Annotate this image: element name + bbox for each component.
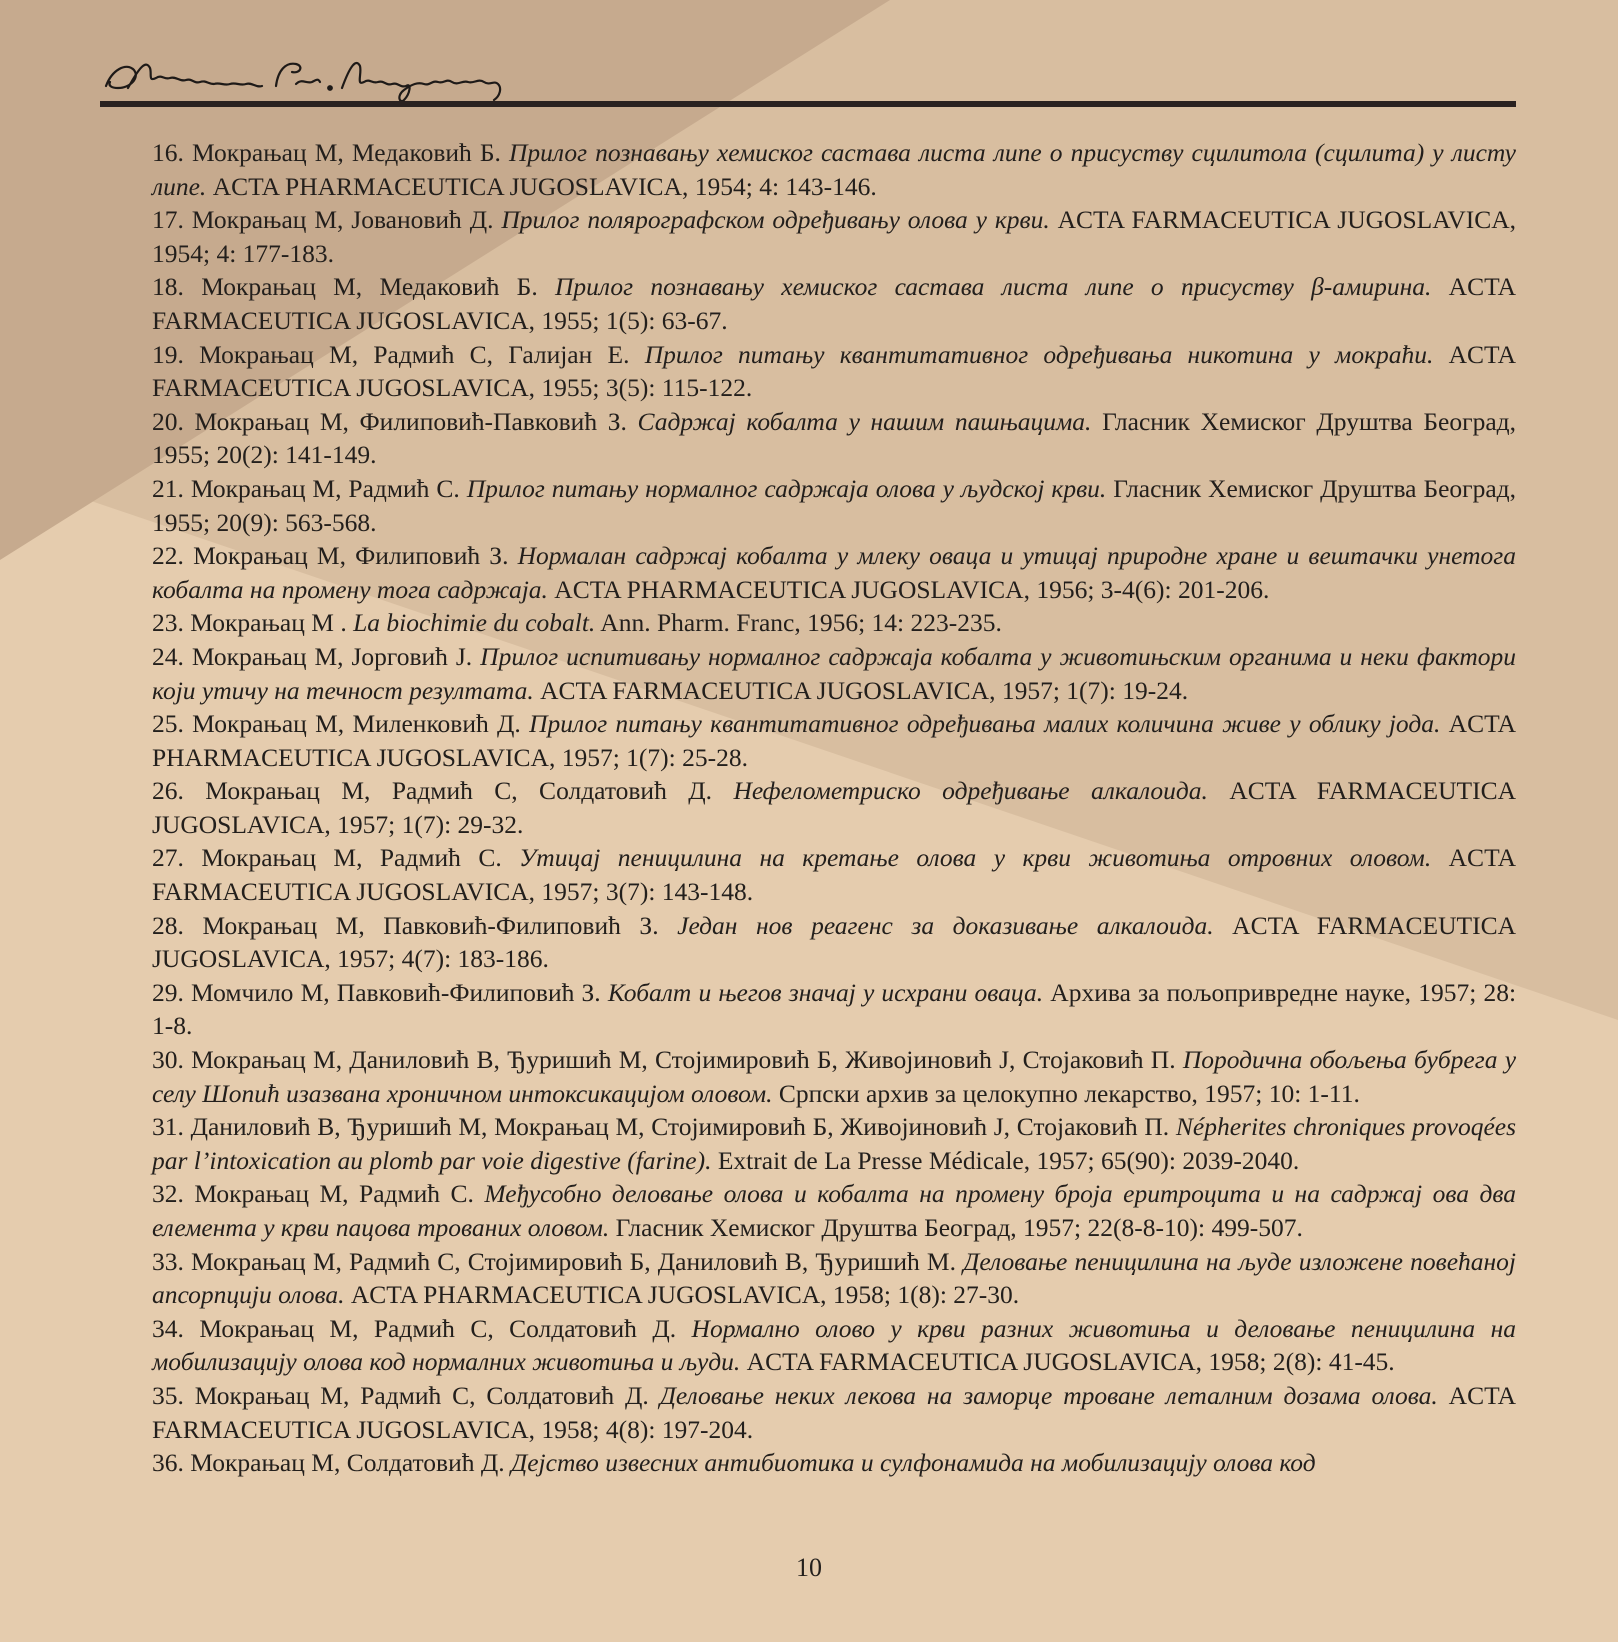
reference-source: ACTA FARMACEUTICA JUGOSLAVICA, 1958; 4(8): 197-204.: [152, 1380, 1517, 1444]
reference-number: 19.: [152, 339, 184, 369]
reference-title: Деловање неких лекова на заморце троване леталним дозама олова.: [659, 1380, 1438, 1410]
reference-source: ACTA FARMACEUTICA JUGOSLAVICA, 1957; 4(7): 183-186.: [152, 910, 1517, 974]
reference-number: 32.: [152, 1179, 184, 1209]
reference-number: 28.: [152, 910, 184, 940]
reference-number: 17.: [152, 205, 184, 235]
reference-source: ACTA FARMACEUTICA JUGOSLAVICA, 1957; 1(7): 29-32.: [152, 776, 1517, 839]
reference-title: Утицај пеницилина на кретање олова у крви животиња отровних оловом.: [519, 843, 1432, 873]
reference-title: Прилог питању квантитативног одређивања малих количина живе у облику јода.: [529, 709, 1441, 739]
reference-list: [152, 136, 1516, 1480]
reference-item: [152, 472, 1516, 539]
reference-title: Прилог полярографском одређивању олова у крви.: [501, 205, 1050, 235]
reference-number: 25.: [152, 709, 184, 739]
reference-source: Ann. Pharm. Franc, 1956; 14: 223-235.: [600, 608, 1002, 638]
reference-source: Српски архив за целокупно лекарство, 1957; 10: 1-11.: [778, 1078, 1360, 1108]
reference-number: 36.: [152, 1448, 184, 1478]
reference-source: ACTA FARMACEUTICA JUGOSLAVICA, 1957; 3(7): 143-148.: [152, 843, 1517, 907]
reference-title: Деловање пеницилина на људе изложене повећаној апсорпцији олова.: [152, 1246, 1517, 1310]
reference-source: Гласник Хемиског Друштва Београд, 1955; 20(2): 141-149.: [152, 406, 1516, 470]
reference-source: Гласник Хемиског Друштва Београд, 1955; 20(9): 563-568.: [152, 473, 1517, 537]
reference-title: Дејство извесних антибиотика и сулфонамида на мобилизацију олова код: [511, 1448, 1316, 1478]
reference-number: 34.: [152, 1313, 184, 1343]
reference-authors: Мокрањац М, Филиповић-Павковић З.: [194, 406, 627, 436]
reference-title: Népherites chroniques provoqées par l’intoxication au plomb par voie digestive (farine).: [152, 1112, 1517, 1175]
reference-source: ACTA PHARMACEUTICA JUGOSLAVICA, 1957; 1(7): 25-28.: [152, 709, 1517, 772]
reference-title: Садржај кобалта у нашим пашњацима.: [637, 406, 1092, 436]
reference-authors: Мокрањац М, Јорговић Ј.: [191, 641, 473, 671]
reference-authors: Мокрањац М, Радмић С, Солдатовић Д.: [194, 1380, 649, 1410]
reference-item: [152, 841, 1516, 908]
reference-source: ACTA PHARMACEUTICA JUGOSLAVICA, 1954; 4: 143-146.: [212, 171, 877, 201]
reference-source: Архива за пољопривредне науке, 1957; 28: 1-8.: [152, 977, 1517, 1041]
reference-number: 35.: [152, 1380, 184, 1410]
reference-title: Прилог познавању хемиског састава листа липе о присуству сцилитола (сцилита) у листу липе.: [152, 138, 1517, 201]
reference-title: Прилог испитивању нормалног садржаја кобалта у животињским органима и неки фактори који утичу на течност резултата.: [152, 641, 1517, 705]
reference-title: Међусобно деловање олова и кобалта на промену броја еритроцита и на садржај ова два елемента у крви пацова трованих оловом.: [152, 1179, 1516, 1242]
reference-authors: Мокрањац М .: [190, 608, 347, 638]
reference-item: [152, 539, 1516, 606]
reference-number: 16.: [152, 138, 184, 167]
reference-title: Прилог питању квантитативног одређивања никотина у мокраћи.: [644, 339, 1434, 369]
reference-authors: Момчило М, Павковић-Филиповић З.: [191, 977, 601, 1007]
reference-item: [152, 405, 1516, 472]
reference-authors: Мокрањац М, Јовановић Д.: [191, 205, 494, 235]
reference-item: [152, 270, 1516, 337]
reference-number: 21.: [152, 473, 184, 503]
reference-title: Прилог познавању хемиског састава листа липе о присуству β-амирина.: [555, 272, 1432, 302]
reference-authors: Мокрањац М, Солдатовић Д.: [190, 1448, 505, 1478]
reference-title: Кобалт и његов значај у исхрани оваца.: [607, 977, 1044, 1007]
reference-title: Нефелометриско одређивање алкалоида.: [733, 776, 1208, 806]
reference-authors: Мокрањац М, Радмић С, Стојимировић Б, Даниловић В, Ђуришић М.: [191, 1246, 956, 1276]
reference-title: Прилог питању нормалног садржаја олова у људској крви.: [466, 473, 1107, 503]
reference-source: ACTA PHARMACEUTICA JUGOSLAVICA, 1958; 1(8): 27-30.: [350, 1280, 1020, 1310]
reference-item: [152, 1177, 1516, 1244]
reference-source: ACTA FARMACEUTICA JUGOSLAVICA, 1955; 1(5): 63-67.: [152, 272, 1517, 335]
reference-authors: Мокрањац М, Миленковић Д.: [192, 709, 521, 739]
reference-item: [152, 640, 1516, 707]
reference-title: Породична обољења бубрега у селу Шопић изазвана хроничном интоксикацијом оловом.: [152, 1045, 1517, 1108]
reference-title: Нормалан садржај кобалта у млеку оваца и утицај природне хране и вештачки унетога кобалта на промену тога садржаја.: [152, 541, 1516, 604]
reference-number: 30.: [152, 1045, 184, 1075]
reference-authors: Мокрањац М, Радмић С.: [194, 1179, 474, 1209]
reference-number: 29.: [152, 977, 184, 1007]
reference-item: [152, 774, 1516, 841]
reference-authors: Мокрањац М, Радмић С, Солдатовић Д.: [199, 1313, 677, 1343]
reference-source: ACTA PHARMACEUTICA JUGOSLAVICA, 1956; 3-4(6): 201-206.: [554, 574, 1270, 604]
reference-item: [152, 909, 1516, 976]
reference-number: 33.: [152, 1246, 184, 1276]
reference-source: Гласник Хемиског Друштва Београд, 1957; 22(8-8-10): 499-507.: [615, 1213, 1303, 1242]
reference-item: [152, 338, 1516, 405]
reference-authors: Мокрањац М, Павковић-Филиповић З.: [202, 910, 659, 940]
page-number: 10: [796, 1553, 822, 1582]
reference-authors: Мокрањац М, Филиповић З.: [193, 541, 509, 571]
reference-authors: Мокрањац М, Даниловић В, Ђуришић М, Стојимировић Б, Живојиновић Ј, Стојаковић П.: [191, 1045, 1176, 1075]
reference-item: [152, 707, 1516, 774]
reference-number: 27.: [152, 843, 184, 873]
reference-authors: Даниловић В, Ђуришић М, Мокрањац М, Стојимировић Б, Живојиновић Ј, Стојаковић П.: [190, 1112, 1170, 1142]
reference-item: [152, 1110, 1516, 1177]
reference-authors: Мокрањац М, Радмић С, Галијан Е.: [199, 339, 630, 369]
reference-number: 31.: [152, 1112, 184, 1142]
reference-number: 26.: [152, 776, 184, 806]
reference-number: 18.: [152, 272, 184, 302]
reference-authors: Мокрањац М, Медаковић Б.: [201, 272, 538, 302]
reference-title: Један нов реагенс за доказивање алкалоида.: [677, 910, 1214, 940]
handwritten-signature: [100, 48, 540, 104]
reference-item: [152, 136, 1516, 203]
header-rule: [100, 101, 1516, 107]
reference-source: Extrait de La Presse Médicale, 1957; 65(90): 2039-2040.: [717, 1145, 1300, 1175]
reference-number: 23.: [152, 608, 184, 638]
reference-item: [152, 1312, 1516, 1379]
reference-source: ACTA FARMACEUTICA JUGOSLAVICA, 1957; 1(7): 19-24.: [540, 675, 1189, 705]
reference-item: [152, 1043, 1516, 1110]
reference-title: La biochimie du cobalt.: [353, 608, 596, 638]
reference-item: [152, 606, 1516, 640]
reference-item: [152, 203, 1516, 270]
reference-number: 22.: [152, 541, 184, 571]
reference-item: [152, 1446, 1516, 1480]
reference-item: [152, 976, 1516, 1043]
reference-item: [152, 1379, 1516, 1446]
reference-authors: Мокрањац М, Радмић С.: [190, 473, 460, 503]
reference-authors: Мокрањац М, Радмић С.: [201, 843, 502, 873]
reference-title: Нормално олово у крви разних животиња и деловање пеницилина на мобилизацију олова код нормалних животиња и људи.: [152, 1313, 1516, 1377]
reference-source: ACTA FARMACEUTICA JUGOSLAVICA, 1958; 2(8): 41-45.: [746, 1347, 1395, 1377]
reference-source: ACTA FARMACEUTICA JUGOSLAVICA, 1954; 4: 177-183.: [152, 205, 1517, 268]
reference-item: [152, 1245, 1516, 1312]
reference-authors: Мокрањац М, Медаковић Б.: [191, 138, 501, 167]
reference-number: 24.: [152, 641, 184, 671]
reference-authors: Мокрањац М, Радмић С, Солдатовић Д.: [205, 776, 713, 806]
reference-source: ACTA FARMACEUTICA JUGOSLAVICA, 1955; 3(5): 115-122.: [152, 339, 1516, 403]
reference-number: 20.: [152, 406, 184, 436]
